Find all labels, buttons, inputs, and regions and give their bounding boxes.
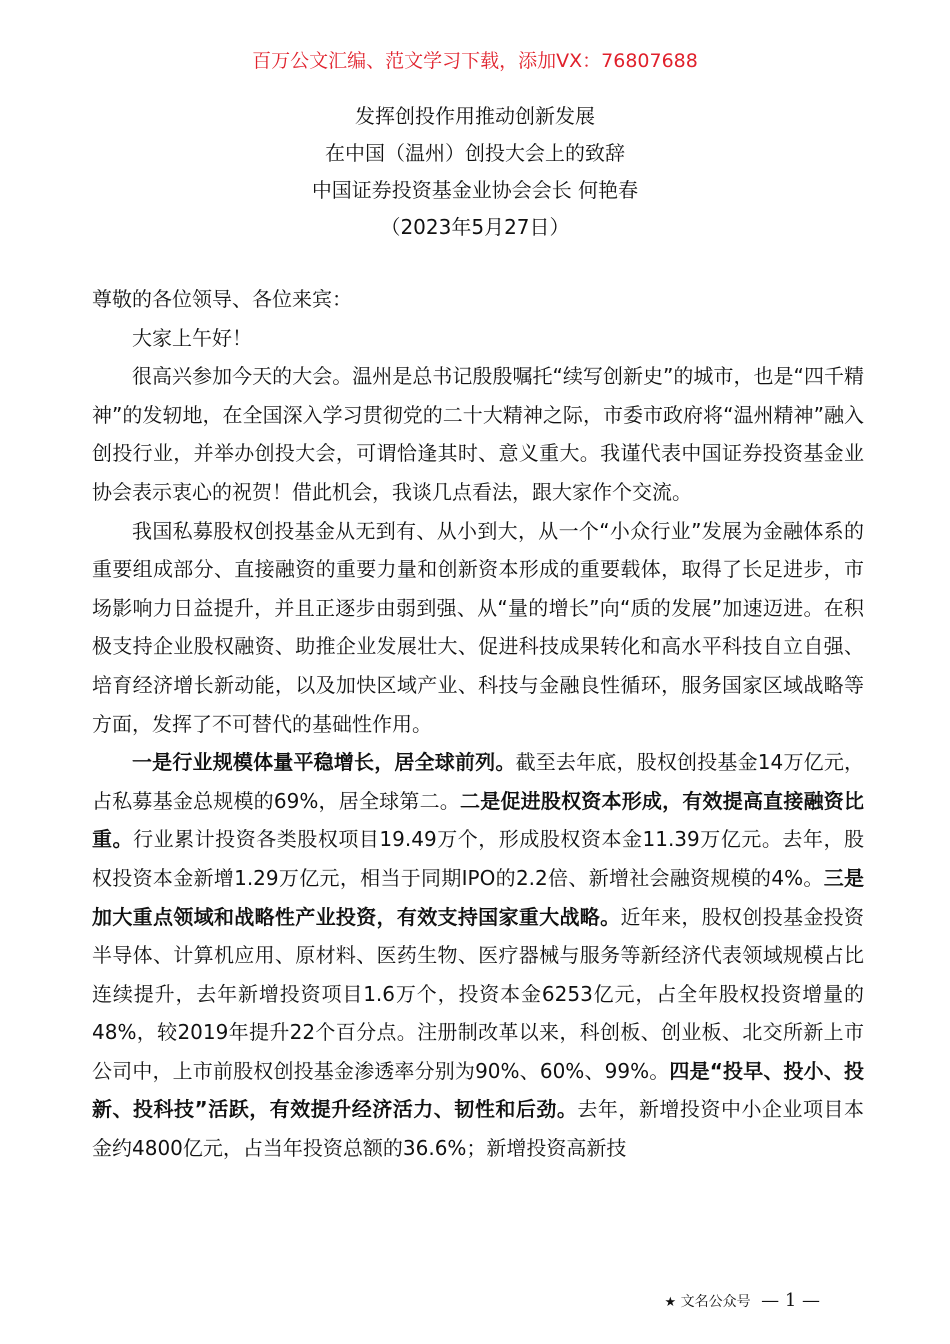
- salutation: 尊敬的各位领导、各位来宾：: [92, 287, 352, 311]
- point-2-heading: 二是促进股权资本形成，有效提高直接融资比重。: [92, 788, 865, 852]
- star-icon: ★: [664, 1295, 677, 1310]
- speech-body: [92, 280, 864, 1168]
- point-1-heading: 一是行业规模体量平稳增长，居全球前列。: [132, 750, 516, 775]
- page-title: 发挥创投作用推动创新发展: [355, 104, 595, 128]
- watermark-text: 百万公文汇编、范文学习下载，添加VX：76807688: [252, 50, 698, 72]
- point-1-text: 截至去年底，股权创投基金14万亿元，占私募基金总规模的69%，居全球第二。: [92, 750, 865, 813]
- point-4-heading: 四是“投早、投小、投新、投科技”活跃，有效提升经济活力、韧性和后劲。: [92, 1058, 865, 1122]
- page-footer: [665, 1290, 820, 1311]
- paragraph-intro: 很高兴参加今天的大会。温州是总书记殷殷嘱托“续写创新史”的城市，也是“四千精神”的发轫地，在全国深入学习贯彻党的二十大精神之际，市委市政府将“温州精神”融入创投行业，并举办创投大会，可谓恰逢其时、意义重大。我谨代表中国证券投资基金业协会表示衷心的祝贺！借此机会，我谈几点看法，跟大家作个交流。: [92, 364, 864, 504]
- page-subtitle: 在中国（温州）创投大会上的致辞: [325, 141, 625, 165]
- point-3-text: 近年来，股权创投基金投资半导体、计算机应用、原材料、医药生物、医疗器械与服务等新经济代表领域规模占比连续提升，去年新增投资项目1.6万个，投资本金6253亿元，占全年股权投资增量的48%，较2019年提升22个百分点。注册制改革以来，科创板、创业板、北交所新上市公司中，上市前股权创投基金渗透率分别为90%、60%、99%。: [92, 904, 865, 1083]
- point-4-text: 去年，新增投资中小企业项目本金约4800亿元，占当年投资总额的36.6%；新增投资高新技: [92, 1097, 864, 1161]
- page-number: — 1 —: [761, 1290, 820, 1311]
- title-block: [0, 98, 950, 246]
- footer-label: 文名公众号: [680, 1294, 751, 1310]
- paragraph-achievements: [92, 743, 864, 1168]
- point-2-text: 行业累计投资各类股权项目19.49万个，形成股权资本金11.39万亿元。去年，股权投资本金新增1.29万亿元，相当于同期IPO的2.2倍、新增社会融资规模的4%。: [92, 827, 864, 890]
- greeting: 大家上午好！: [132, 325, 252, 350]
- date-line: （2023年5月27日）: [380, 215, 570, 239]
- paragraph-industry: 我国私募股权创投基金从无到有、从小到大，从一个“小众行业”发展为金融体系的重要组成部分、直接融资的重要力量和创新资本形成的重要载体，取得了长足进步，市场影响力日益提升，并且正逐步由弱到强、从“量的增长”向“质的发展”加速迈进。在积极支持企业股权融资、助推企业发展壮大、促进科技成果转化和高水平科技自立自强、培育经济增长新动能，以及加快区域产业、科技与金融良性循环，服务国家区域战略等方面，发挥了不可替代的基础性作用。: [92, 518, 864, 736]
- point-3-heading: 三是加大重点领域和战略性产业投资，有效支持国家重大战略。: [92, 865, 864, 929]
- speaker-line: 中国证券投资基金业协会会长 何艳春: [311, 178, 639, 202]
